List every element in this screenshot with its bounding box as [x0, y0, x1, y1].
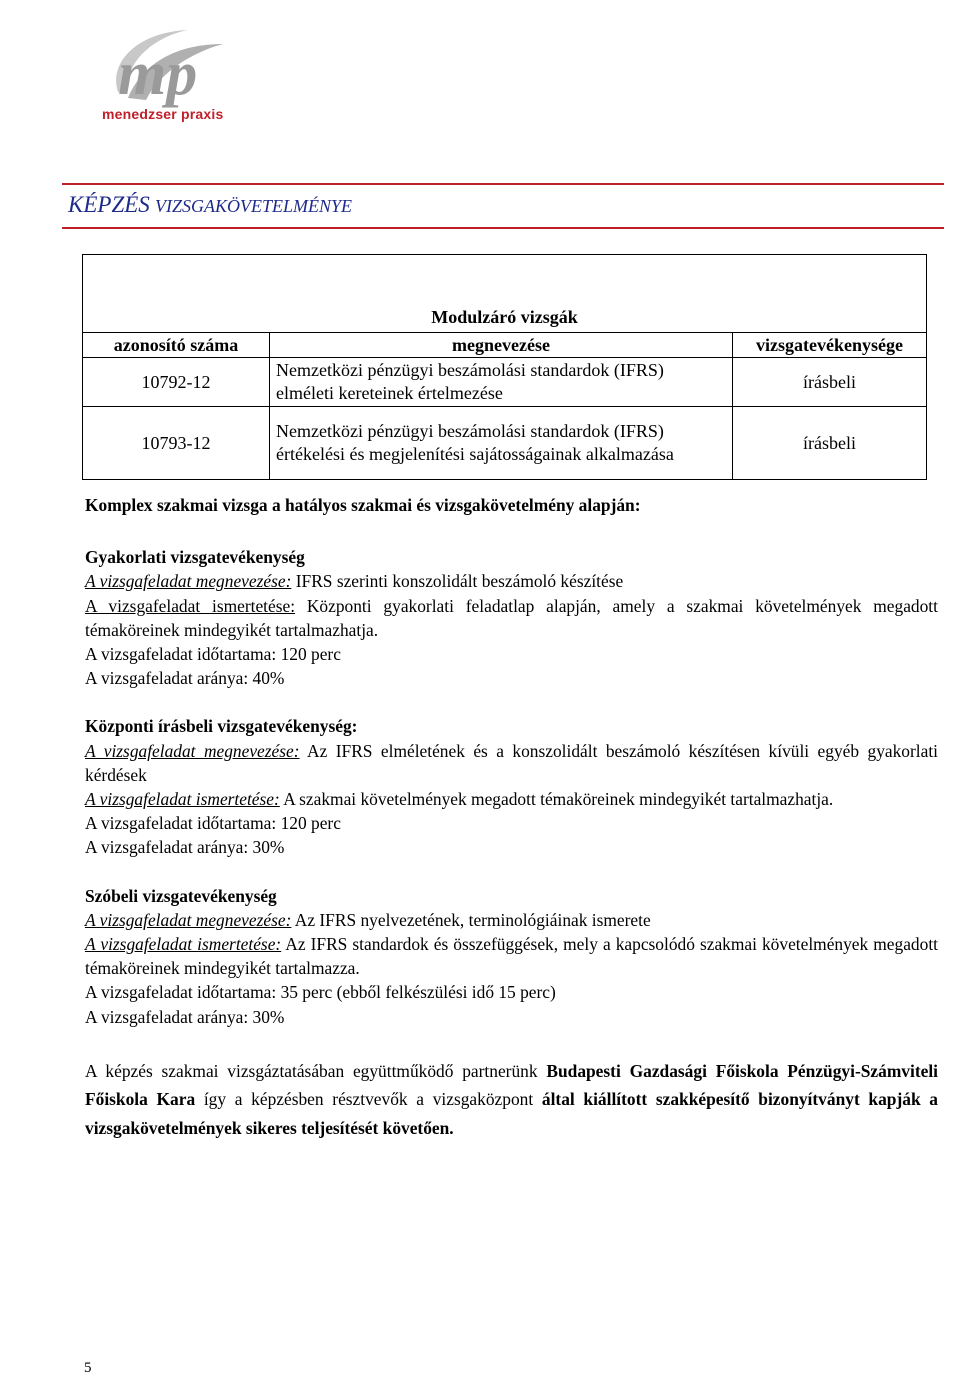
oral-name-line [85, 908, 938, 932]
practical-heading: Gyakorlati vizsgatevékenység [85, 547, 305, 568]
partner-text-2: így a képzésben résztvevők a vizsgaközpont [203, 1089, 534, 1110]
row-id: 10792-12 [83, 358, 270, 407]
name-label: A vizsgafeladat megnevezése: [85, 740, 300, 761]
name-value: Az IFRS nyelvezetének, terminológiáinak ismerete [294, 909, 651, 930]
title-initial-word: KÉPZÉS [68, 192, 150, 217]
header-id: azonosító száma [83, 333, 270, 358]
oral-ratio: A vizsgafeladat aránya: 30% [85, 1006, 285, 1027]
desc-label: A vizsgafeladat ismertetése: [85, 595, 296, 616]
header-type: vizsgatevékenysége [733, 333, 927, 358]
name-label: A vizsgafeladat megnevezése: [85, 909, 292, 930]
module-exams-table [82, 254, 927, 480]
page-title [68, 192, 352, 218]
row-name: Nemzetközi pénzügyi beszámolási standardok (IFRS) elméleti kereteinek értelmezése [270, 358, 733, 407]
practical-name-line [85, 569, 938, 593]
central-written-desc-line [85, 787, 938, 811]
complex-exam-heading: Komplex szakmai vizsga a hatályos szakmai és vizsgakövetelmény alapján: [85, 495, 641, 515]
header-name: megnevezése [270, 333, 733, 358]
row-type: írásbeli [733, 407, 927, 480]
desc-value: A szakmai követelmények megadott témaköreinek mindegyikét tartalmazhatja. [283, 789, 834, 810]
title-rest: VIZSGAKÖVETELMÉNYE [155, 196, 353, 216]
partner-paragraph [85, 1057, 938, 1143]
partner-text-1: A képzés szakmai vizsgáztatásában együttműködő partnerünk [85, 1060, 538, 1081]
practical-duration: A vizsgafeladat időtartama: 120 perc [85, 644, 341, 665]
table-caption: Modulzáró vizsgák [83, 255, 927, 333]
desc-label: A vizsgafeladat ismertetése: [85, 789, 280, 810]
central-written-duration: A vizsgafeladat időtartama: 120 perc [85, 813, 341, 834]
row-type: írásbeli [733, 358, 927, 407]
table-row [83, 407, 927, 480]
partner-text-3: által kiállított szakképesítő bizonyítványt kapják a vizsgakövetelmények sikeres teljesítését követően. [85, 1089, 939, 1138]
oral-duration: A vizsgafeladat időtartama: 35 perc (ebből felkészülési idő 15 perc) [85, 982, 556, 1003]
logo-monogram: mp [118, 40, 198, 108]
table-caption-row [83, 255, 927, 333]
central-written-heading: Központi írásbeli vizsgatevékenység: [85, 716, 358, 737]
table-header-row [83, 333, 927, 358]
name-value: IFRS szerinti konszolidált beszámoló készítése [295, 571, 624, 592]
name-value: Az IFRS elméletének és a konszolidált beszámoló készítésen kívüli egyéb gyakorlati kérdések [85, 740, 939, 785]
row-id: 10793-12 [83, 407, 270, 480]
desc-label: A vizsgafeladat ismertetése: [85, 934, 282, 955]
partner-name: Budapesti Gazdasági Főiskola Pénzügyi-Számviteli Főiskola Kara [85, 1060, 939, 1110]
central-written-name-line [85, 739, 938, 787]
row-name: Nemzetközi pénzügyi beszámolási standardok (IFRS) értékelési és megjelenítési sajátosságainak alkalmazása [270, 407, 733, 480]
page-number: 5 [84, 1360, 92, 1376]
practical-desc-line [85, 594, 938, 642]
oral-heading: Szóbeli vizsgatevékenység [85, 885, 277, 906]
desc-value: Központi gyakorlati feladatlap alapján, amely a szakmai követelmények megadott témaköreinek mindegyikét tartalmazhatja. [85, 595, 938, 640]
practical-ratio: A vizsgafeladat aránya: 40% [85, 668, 285, 689]
name-label: A vizsgafeladat megnevezése: [85, 571, 292, 592]
table-row [83, 358, 927, 407]
oral-desc-line [85, 932, 938, 980]
desc-value: Az IFRS standardok és összefüggések, mely a kapcsolódó szakmai követelmények megadott témaköreinek mindegyikét tartalmazza. [85, 934, 938, 979]
central-written-ratio: A vizsgafeladat aránya: 30% [85, 837, 285, 858]
exam-requirements-body [85, 493, 938, 1142]
logo-name: menedzser praxis [102, 106, 224, 122]
